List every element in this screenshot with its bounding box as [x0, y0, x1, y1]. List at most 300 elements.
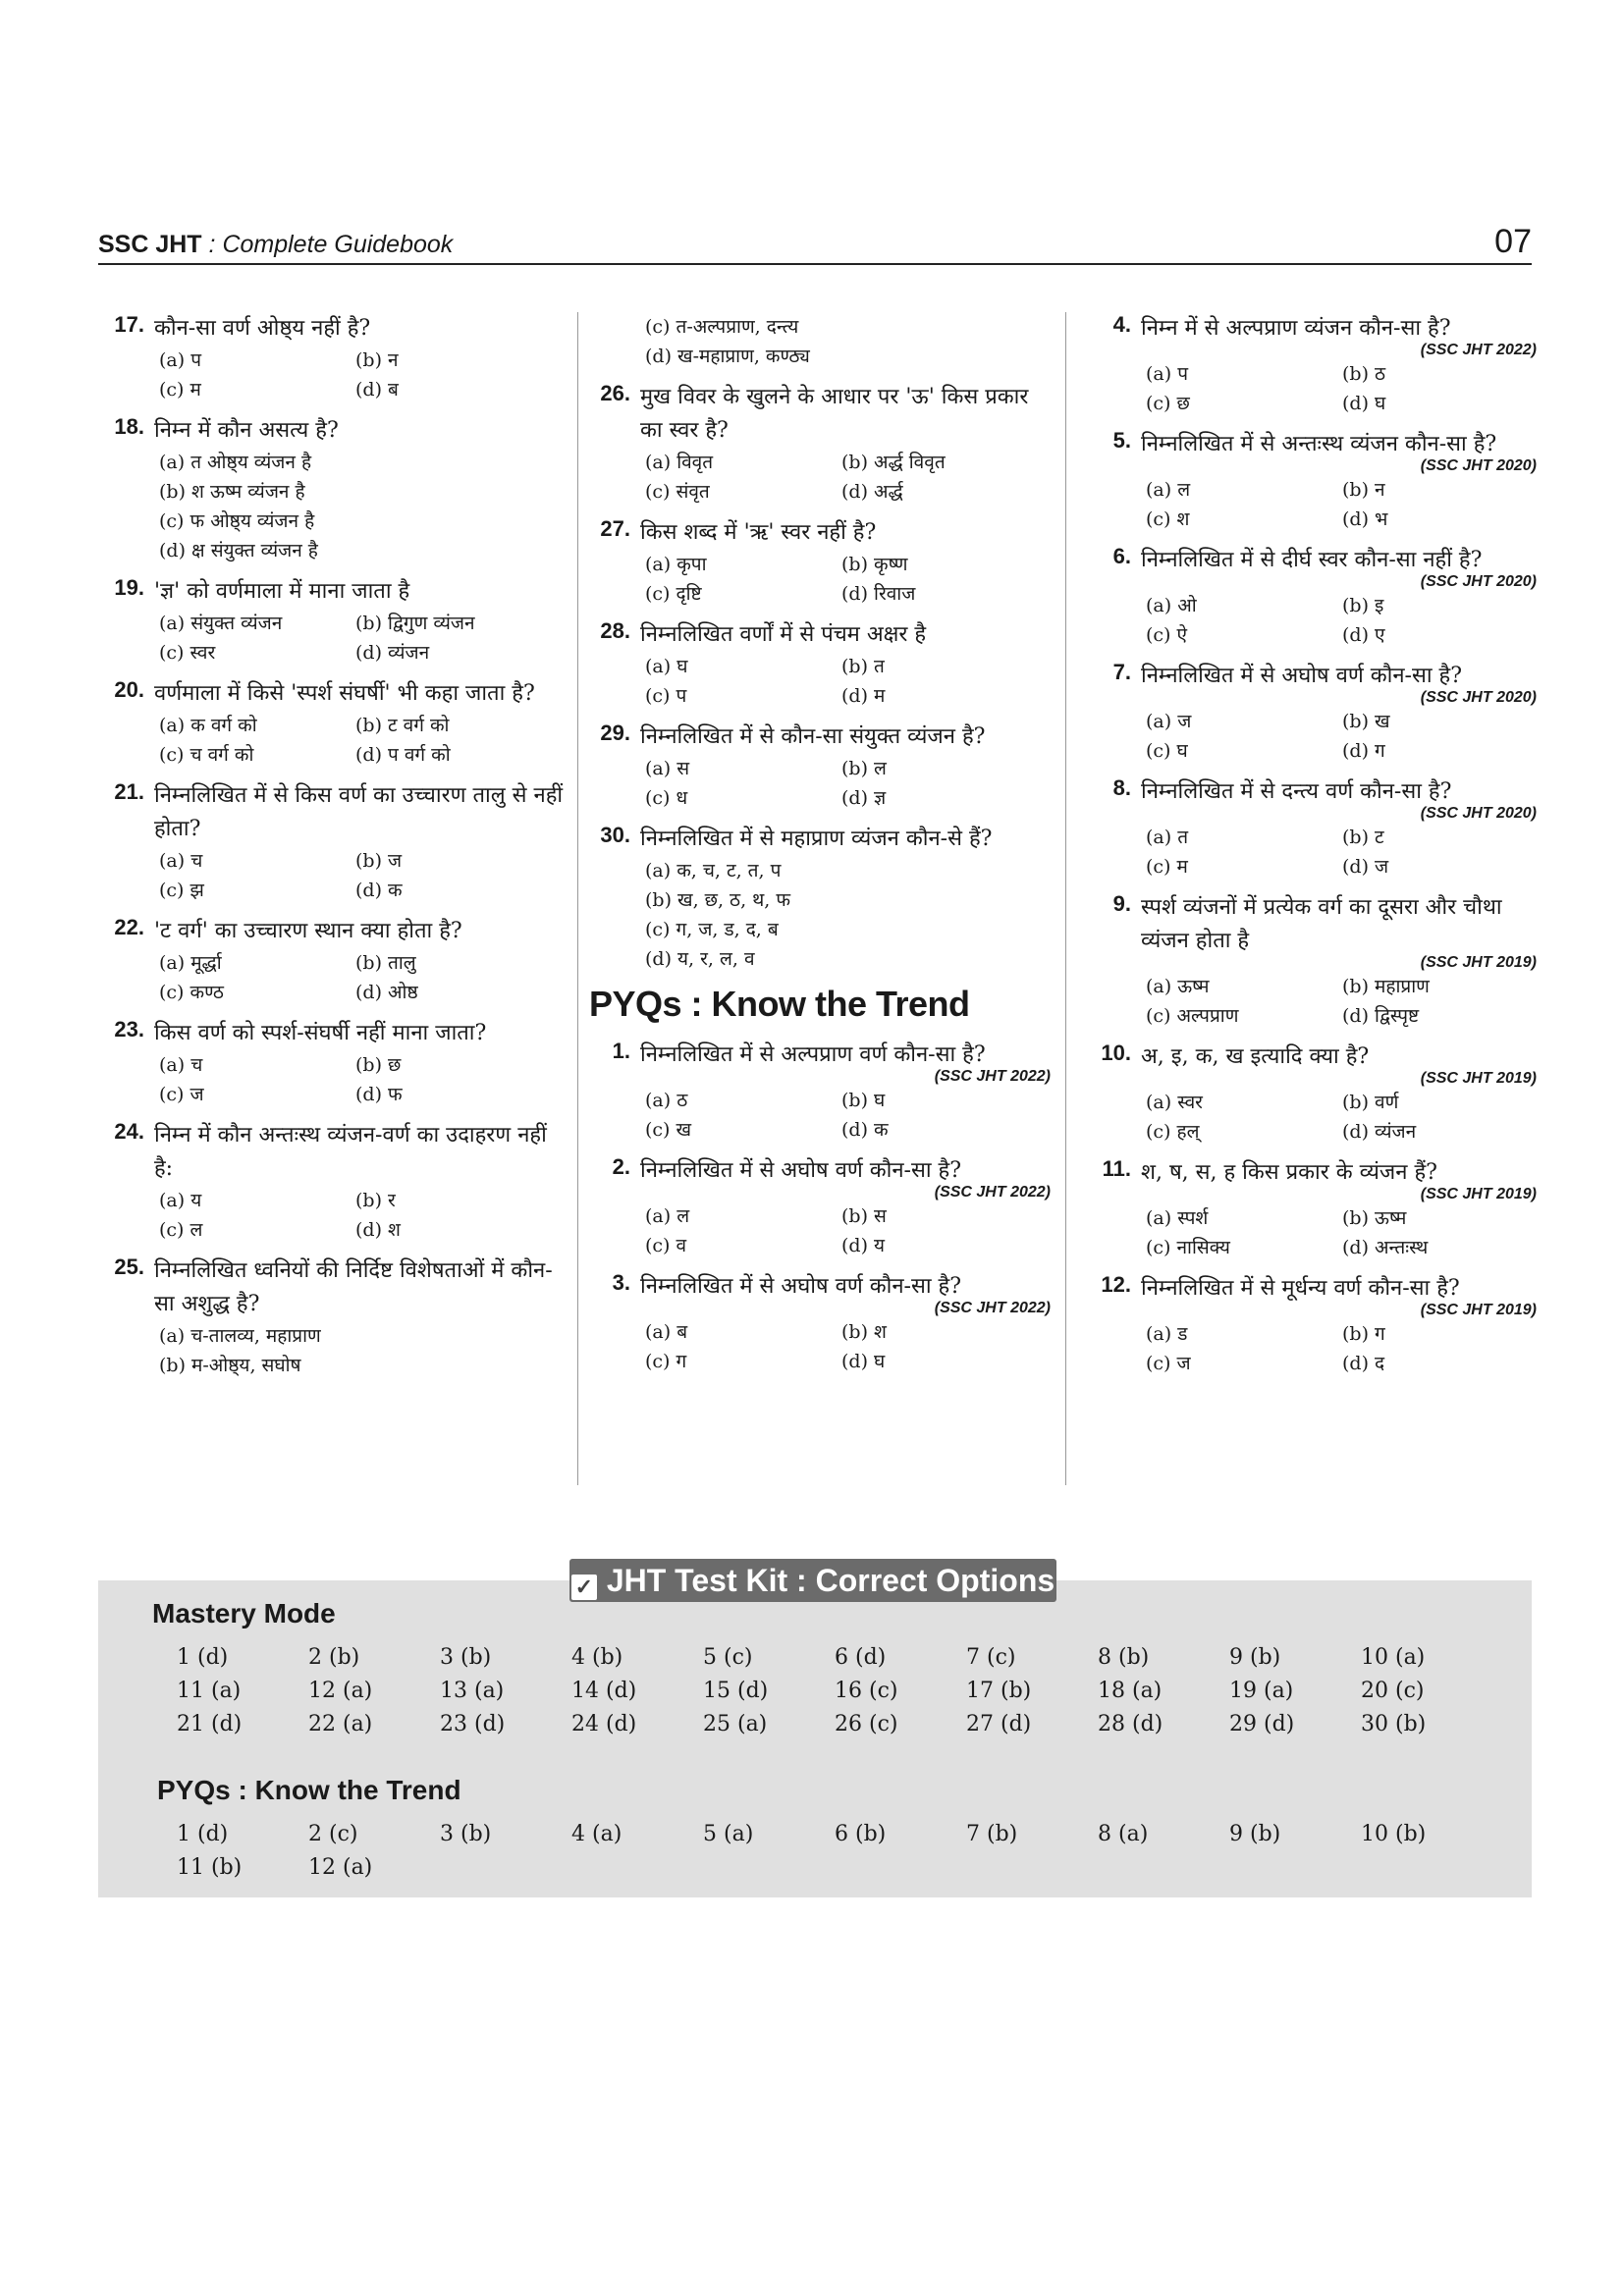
- answer-item: 26 (c): [835, 1712, 898, 1736]
- question-item: [1090, 660, 1537, 766]
- option: (c) ज: [1146, 1353, 1191, 1374]
- question-text-content: निम्नलिखित में से अघोष वर्ण कौन-सा है?: [640, 1274, 962, 1299]
- question-item: [589, 381, 1051, 507]
- options-list: [1146, 972, 1537, 1031]
- options-list: [159, 846, 565, 905]
- option: (c) छ: [1146, 393, 1190, 414]
- question-text: [640, 618, 1051, 652]
- option: (c) ख: [645, 1119, 692, 1141]
- question-text: [1141, 428, 1537, 461]
- option: (d) क्ष संयुक्त व्यंजन है: [159, 540, 318, 561]
- question-row: [1090, 544, 1537, 577]
- mastery-mode-title: Mastery Mode: [152, 1598, 336, 1629]
- option: (c) फ ओष्ठ्य व्यंजन है: [159, 510, 315, 532]
- question-text: [1141, 1156, 1537, 1190]
- option: (b) ट: [1342, 827, 1384, 848]
- question-text-content: निम्नलिखित में से किस वर्ण का उच्चारण तालु से नहीं होता?: [154, 783, 564, 841]
- option: (a) प: [159, 349, 201, 371]
- question-text: [1141, 891, 1537, 958]
- option: (a) घ: [645, 656, 688, 677]
- option: (b) द्विगुण व्यंजन: [355, 613, 475, 634]
- question-number: 30.: [600, 823, 630, 847]
- options-list: [645, 652, 1051, 711]
- question-number: 22.: [114, 915, 144, 939]
- question-number: 2.: [612, 1154, 630, 1179]
- answer-item: 17 (b): [966, 1679, 1032, 1703]
- question-number: 26.: [600, 381, 630, 405]
- option: (a) च: [159, 1054, 203, 1076]
- book-title: SSC JHT : Complete Guidebook: [98, 231, 454, 258]
- question-row: [103, 677, 565, 711]
- option: (d) फ: [355, 1084, 403, 1105]
- option: (a) मूर्द्धा: [159, 952, 222, 974]
- option: (c) दृष्टि: [645, 583, 702, 605]
- question-text: [154, 1017, 565, 1050]
- option: (a) च-तालव्य, महाप्राण: [159, 1325, 321, 1347]
- question-text: [1141, 1041, 1537, 1074]
- answer-item: 15 (d): [703, 1679, 769, 1703]
- options-list: [159, 711, 565, 770]
- option: (d) द्विस्पृष्ट: [1342, 1005, 1420, 1027]
- question-row: [589, 1039, 1051, 1072]
- option: (c) ध: [645, 787, 688, 809]
- answer-item: 20 (c): [1361, 1679, 1425, 1703]
- option: (c) नासिक्य: [1146, 1237, 1230, 1258]
- answer-item: 7 (b): [966, 1822, 1018, 1846]
- question-row: [103, 1017, 565, 1050]
- question-row: [1090, 1156, 1537, 1190]
- option: (a) ड: [1146, 1323, 1188, 1345]
- option: (c) घ: [1146, 740, 1188, 762]
- answer-item: 23 (d): [440, 1712, 506, 1736]
- question-row: [103, 779, 565, 846]
- options-list: [159, 346, 565, 404]
- options-list: [645, 448, 1051, 507]
- option: (c) संवृत: [645, 481, 710, 503]
- answer-item: 12 (a): [308, 1679, 373, 1703]
- answer-item: 9 (b): [1229, 1645, 1281, 1670]
- answer-item: 18 (a): [1098, 1679, 1163, 1703]
- question-item: [589, 721, 1051, 813]
- option: (d) द: [1342, 1353, 1385, 1374]
- option: (d) य: [841, 1235, 886, 1256]
- option: (a) ब: [645, 1321, 688, 1343]
- option: (d) घ: [841, 1351, 886, 1372]
- question-25-continued: [645, 312, 1051, 371]
- column-1: [103, 312, 565, 1390]
- option: (b) महाप्राण: [1342, 976, 1430, 997]
- option: (c) ग: [645, 1351, 687, 1372]
- option: (b) ट वर्ग को: [355, 715, 450, 736]
- question-text-content: स्पर्श व्यंजनों में प्रत्येक वर्ग का दूसरा और चौथा व्यंजन होता है: [1141, 895, 1502, 953]
- question-text: [154, 1255, 565, 1321]
- option: (c) म: [1146, 856, 1188, 878]
- question-row: [1090, 775, 1537, 809]
- question-item: [103, 779, 565, 905]
- answer-item: 12 (a): [308, 1855, 373, 1880]
- options-list: [645, 1086, 1051, 1145]
- answer-item: 11 (b): [177, 1855, 243, 1880]
- option: (d) म: [841, 685, 886, 707]
- question-row: [589, 1270, 1051, 1304]
- column-divider: [1065, 312, 1066, 1485]
- options-list: [1146, 475, 1537, 534]
- option: (a) कृपा: [645, 554, 707, 575]
- question-number: 12.: [1101, 1272, 1131, 1297]
- page-header: [98, 224, 1532, 265]
- answer-item: 1 (d): [177, 1822, 229, 1846]
- question-text: [640, 516, 1051, 550]
- question-row: [1090, 1272, 1537, 1306]
- answer-item: 24 (d): [571, 1712, 637, 1736]
- options-list: [645, 1317, 1051, 1376]
- question-text: [1141, 312, 1537, 346]
- question-number: 7.: [1112, 660, 1131, 684]
- question-number: 25.: [114, 1255, 144, 1279]
- option: (a) ऊष्म: [1146, 976, 1210, 997]
- options-list: [645, 754, 1051, 813]
- question-number: 8.: [1112, 775, 1131, 800]
- answer-item: 6 (d): [835, 1645, 887, 1670]
- question-text: [1141, 660, 1537, 693]
- options-list: [1146, 1319, 1537, 1378]
- option: (a) क, च, ट, त, प: [645, 860, 782, 881]
- option: (b) न: [1342, 479, 1385, 501]
- exam-year-tag: (SSC JHT 2019): [1420, 954, 1537, 971]
- option: (b) घ: [841, 1090, 886, 1111]
- question-item: [103, 915, 565, 1007]
- question-number: 6.: [1112, 544, 1131, 568]
- question-number: 29.: [600, 721, 630, 745]
- exam-year-tag: (SSC JHT 2020): [1420, 573, 1537, 590]
- question-text-content: 'ट वर्ग' का उच्चारण स्थान क्या होता है?: [154, 919, 462, 943]
- question-row: [1090, 428, 1537, 461]
- options-list: [159, 1050, 565, 1109]
- answer-item: 7 (c): [966, 1645, 1016, 1670]
- answer-item: 4 (a): [571, 1822, 622, 1846]
- exam-year-tag: (SSC JHT 2022): [934, 1184, 1051, 1201]
- question-row: [103, 312, 565, 346]
- question-text-content: निम्नलिखित में से अन्तःस्थ व्यंजन कौन-सा है?: [1141, 432, 1497, 456]
- answer-item: 22 (a): [308, 1712, 373, 1736]
- option: (c) व: [645, 1235, 687, 1256]
- options-list: [159, 609, 565, 667]
- answer-item: 2 (b): [308, 1645, 360, 1670]
- option: (b) ठ: [1342, 363, 1386, 385]
- question-item: [1090, 1272, 1537, 1378]
- question-text-content: कौन-सा वर्ण ओष्ठ्य नहीं है?: [154, 316, 371, 341]
- answer-item: 29 (d): [1229, 1712, 1295, 1736]
- answer-item: 6 (b): [835, 1822, 887, 1846]
- mastery-answers: [177, 1641, 1492, 1741]
- question-number: 23.: [114, 1017, 144, 1041]
- question-number: 24.: [114, 1119, 144, 1144]
- question-item: [103, 1119, 565, 1245]
- answer-item: 10 (a): [1361, 1645, 1426, 1670]
- option: (b) ग: [1342, 1323, 1385, 1345]
- question-number: 5.: [1112, 428, 1131, 453]
- answer-item: 14 (d): [571, 1679, 637, 1703]
- question-number: 27.: [600, 516, 630, 541]
- option: (d) क: [355, 880, 403, 901]
- question-text-content: निम्नलिखित में से महाप्राण व्यंजन कौन-से हैं?: [640, 827, 993, 851]
- exam-year-tag: (SSC JHT 2019): [1420, 1186, 1537, 1202]
- exam-year-tag: (SSC JHT 2020): [1420, 805, 1537, 822]
- question-row: [589, 721, 1051, 754]
- option: (c) म: [159, 379, 201, 400]
- question-text-content: निम्नलिखित में से दन्त्य वर्ण कौन-सा है?: [1141, 779, 1452, 804]
- option: (a) ज: [1146, 711, 1192, 732]
- question-text: [1141, 1272, 1537, 1306]
- question-row: [1090, 312, 1537, 346]
- option: (d) व्यंजन: [1342, 1121, 1417, 1143]
- question-item: [1090, 312, 1537, 418]
- option: (b) ल: [841, 758, 887, 779]
- option: (a) प: [1146, 363, 1188, 385]
- pyq-answers-title: PYQs : Know the Trend: [157, 1775, 461, 1805]
- question-row: [103, 414, 565, 448]
- question-text: [154, 915, 565, 948]
- answer-item: 21 (d): [177, 1712, 243, 1736]
- answer-item: 5 (a): [703, 1822, 754, 1846]
- option: (b) कृष्ण: [841, 554, 908, 575]
- question-number: 10.: [1101, 1041, 1131, 1065]
- question-text-content: अ, इ, क, ख इत्यादि क्या है?: [1141, 1044, 1370, 1069]
- answer-item: 19 (a): [1229, 1679, 1294, 1703]
- question-item: [589, 1154, 1051, 1260]
- question-text: [640, 823, 1051, 856]
- answer-item: 2 (c): [308, 1822, 358, 1846]
- question-item: [1090, 544, 1537, 650]
- option: (d) घ: [1342, 393, 1386, 414]
- options-list: [645, 550, 1051, 609]
- answer-item: 16 (c): [835, 1679, 898, 1703]
- question-item: [589, 516, 1051, 609]
- question-text-content: निम्नलिखित में से अघोष वर्ण कौन-सा है?: [1141, 664, 1463, 688]
- question-number: 21.: [114, 779, 144, 804]
- option: (c) हल्: [1146, 1121, 1200, 1143]
- option: (b) र: [355, 1190, 396, 1211]
- question-text-content: निम्न में से अल्पप्राण व्यंजन कौन-सा है?: [1141, 316, 1451, 341]
- question-text-content: निम्नलिखित ध्वनियों की निर्दिष्ट विशेषताओं में कौन-सा अशुद्ध है?: [154, 1258, 553, 1316]
- question-row: [589, 381, 1051, 448]
- answer-item: 5 (c): [703, 1645, 753, 1670]
- option: (d) ज: [1342, 856, 1389, 878]
- option: (d) क: [841, 1119, 889, 1141]
- question-number: 19.: [114, 575, 144, 600]
- question-number: 28.: [600, 618, 630, 643]
- question-item: [103, 1017, 565, 1109]
- answer-item: 13 (a): [440, 1679, 505, 1703]
- question-text-content: किस शब्द में 'ऋ' स्वर नहीं है?: [640, 520, 877, 545]
- question-item: [103, 677, 565, 770]
- exam-year-tag: (SSC JHT 2019): [1420, 1302, 1537, 1318]
- option: (b) ख, छ, ठ, थ, फ: [645, 889, 791, 911]
- answer-item: 8 (a): [1098, 1822, 1149, 1846]
- question-item: [1090, 1156, 1537, 1262]
- option: (c) झ: [159, 880, 204, 901]
- question-text-content: वर्णमाला में किसे 'स्पर्श संघर्षी' भी कहा जाता है?: [154, 681, 535, 706]
- option: (c) स्वर: [159, 642, 216, 664]
- option: (a) स: [645, 758, 690, 779]
- option: (d) प वर्ग को: [355, 744, 451, 766]
- question-row: [589, 516, 1051, 550]
- option: (b) इ: [1342, 595, 1384, 616]
- check-icon: ✓: [571, 1575, 597, 1600]
- option: (d) श: [355, 1219, 401, 1241]
- question-row: [1090, 1041, 1537, 1074]
- option: (c) प: [645, 685, 687, 707]
- answer-item: 25 (a): [703, 1712, 768, 1736]
- question-text-content: निम्नलिखित में से अल्पप्राण वर्ण कौन-सा है?: [640, 1042, 986, 1067]
- question-text: [640, 1270, 1051, 1304]
- option: (a) स्वर: [1146, 1092, 1203, 1113]
- option: (d) भ: [1342, 508, 1388, 530]
- options-list: [645, 1201, 1051, 1260]
- question-text: [640, 1039, 1051, 1072]
- page-number: 07: [1494, 223, 1532, 260]
- answer-item: 3 (b): [440, 1645, 492, 1670]
- question-number: 18.: [114, 414, 144, 439]
- option: (b) श: [841, 1321, 887, 1343]
- question-text: [640, 1154, 1051, 1188]
- option: (b) त: [841, 656, 885, 677]
- question-item: [589, 823, 1051, 974]
- question-item: [589, 1039, 1051, 1145]
- option: (a) ल: [645, 1205, 690, 1227]
- options-list: [645, 856, 1051, 974]
- option: (b) न: [355, 349, 399, 371]
- answer-item: 4 (b): [571, 1645, 623, 1670]
- question-number: 11.: [1102, 1156, 1131, 1181]
- option: (b) श ऊष्म व्यंजन है: [159, 481, 305, 503]
- question-item: [589, 618, 1051, 711]
- option: (b) म-ओष्ठ्य, सघोष: [159, 1355, 301, 1376]
- question-number: 4.: [1112, 312, 1131, 337]
- question-text-content: निम्नलिखित वर्णों में से पंचम अक्षर है: [640, 622, 927, 647]
- question-text-content: निम्न में कौन अन्तःस्थ व्यंजन-वर्ण का उदाहरण नहीं है:: [154, 1123, 547, 1181]
- option: (a) स्पर्श: [1146, 1207, 1209, 1229]
- option: (c) ऐ: [1146, 624, 1188, 646]
- answer-item: 9 (b): [1229, 1822, 1281, 1846]
- question-item: [1090, 1041, 1537, 1147]
- option: (c) अल्पप्राण: [1146, 1005, 1239, 1027]
- option: (d) ए: [1342, 624, 1385, 646]
- option: (b) छ: [355, 1054, 402, 1076]
- options-list: [1146, 823, 1537, 881]
- question-row: [103, 915, 565, 948]
- options-list: [1146, 359, 1537, 418]
- option: (d) ग: [1342, 740, 1385, 762]
- question-number: 17.: [114, 312, 144, 337]
- question-text: [154, 779, 565, 846]
- option: (d) ज्ञ: [841, 787, 887, 809]
- option: (d) ब: [355, 379, 399, 400]
- exam-year-tag: (SSC JHT 2022): [1420, 342, 1537, 358]
- question-text-content: निम्नलिखित में से कौन-सा संयुक्त व्यंजन है?: [640, 724, 986, 749]
- option: (b) ख: [1342, 711, 1390, 732]
- question-text: [154, 312, 565, 346]
- option: (a) य: [159, 1190, 202, 1211]
- option: (c) त-अल्पप्राण, दन्त्य: [645, 316, 799, 338]
- question-item: [1090, 775, 1537, 881]
- option: (c) ग, ज, ड, द, ब: [645, 919, 779, 940]
- option: (b) ऊष्म: [1342, 1207, 1407, 1229]
- exam-year-tag: (SSC JHT 2022): [934, 1068, 1051, 1085]
- question-text: [154, 1119, 565, 1186]
- question-text-content: निम्नलिखित में से दीर्घ स्वर कौन-सा नहीं है?: [1141, 548, 1483, 572]
- question-number: 20.: [114, 677, 144, 702]
- answer-item: 3 (b): [440, 1822, 492, 1846]
- option: (a) च: [159, 850, 203, 872]
- options-list: [159, 448, 565, 565]
- pyq-answers: [177, 1818, 1492, 1885]
- option: (b) ज: [355, 850, 403, 872]
- option: (b) वर्ण: [1342, 1092, 1399, 1113]
- option: (b) स: [841, 1205, 887, 1227]
- options-list: [1146, 1203, 1537, 1262]
- option: (a) ओ: [1146, 595, 1197, 616]
- answer-key-title: ✓ JHT Test Kit : Correct Options: [569, 1559, 1056, 1602]
- question-item: [103, 575, 565, 667]
- question-row: [103, 1255, 565, 1321]
- question-text-content: निम्नलिखित में से अघोष वर्ण कौन-सा है?: [640, 1158, 962, 1183]
- question-text: [154, 414, 565, 448]
- option: (a) ल: [1146, 479, 1191, 501]
- answer-item: 1 (d): [177, 1645, 229, 1670]
- option: (b) तालु: [355, 952, 416, 974]
- question-text: [154, 677, 565, 711]
- question-item: [103, 1255, 565, 1380]
- options-list: [159, 948, 565, 1007]
- options-list: [159, 1186, 565, 1245]
- question-text-content: श, ष, स, ह किस प्रकार के व्यंजन हैं?: [1141, 1160, 1437, 1185]
- column-2: [589, 312, 1051, 1386]
- option: (b) अर्द्ध विवृत: [841, 452, 946, 473]
- answer-item: 8 (b): [1098, 1645, 1150, 1670]
- option: (c) ल: [159, 1219, 203, 1241]
- option: (d) अन्तःस्थ: [1342, 1237, 1429, 1258]
- column-3: [1090, 312, 1537, 1388]
- question-row: [589, 823, 1051, 856]
- pyq-section-title: PYQs : Know the Trend: [589, 984, 970, 1024]
- option: (d) य, र, ल, व: [645, 948, 755, 970]
- question-text-content: निम्न में कौन असत्य है?: [154, 418, 339, 443]
- exam-year-tag: (SSC JHT 2020): [1420, 689, 1537, 706]
- option: (d) रिवाज: [841, 583, 916, 605]
- question-row: [1090, 660, 1537, 693]
- option: (a) ठ: [645, 1090, 688, 1111]
- option: (d) अर्द्ध: [841, 481, 903, 503]
- answer-item: 30 (b): [1361, 1712, 1427, 1736]
- option: (a) क वर्ग को: [159, 715, 257, 736]
- question-row: [589, 1154, 1051, 1188]
- option: (a) संयुक्त व्यंजन: [159, 613, 283, 634]
- column-divider: [577, 312, 578, 1485]
- option: (c) ज: [159, 1084, 204, 1105]
- question-item: [103, 414, 565, 565]
- question-number: 1.: [612, 1039, 630, 1063]
- exam-year-tag: (SSC JHT 2019): [1420, 1070, 1537, 1087]
- question-text: [640, 721, 1051, 754]
- question-row: [1090, 891, 1537, 958]
- question-text-content: निम्नलिखित में से मूर्धन्य वर्ण कौन-सा है?: [1141, 1276, 1460, 1301]
- question-item: [1090, 891, 1537, 1031]
- question-text-content: मुख विवर के खुलने के आधार पर 'ऊ' किस प्रकार का स्वर है?: [640, 385, 1029, 443]
- question-text: [154, 575, 565, 609]
- options-list: [1146, 1088, 1537, 1147]
- option: (a) विवृत: [645, 452, 714, 473]
